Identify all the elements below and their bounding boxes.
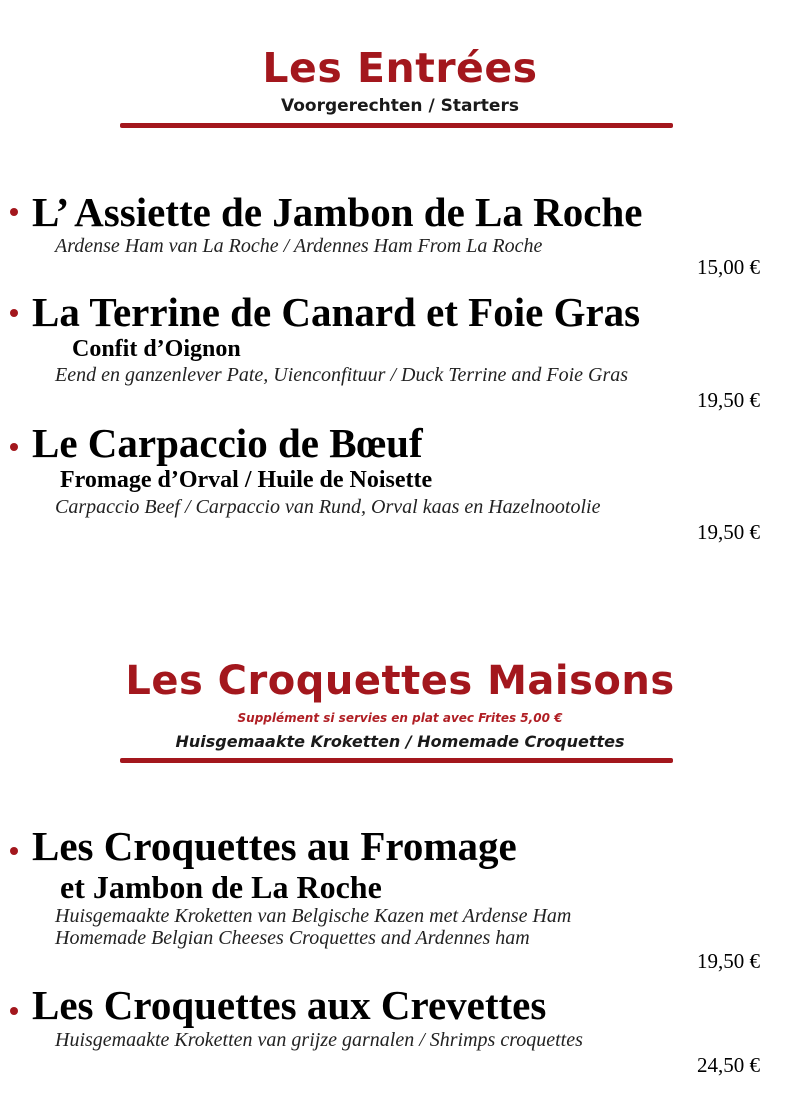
bullet-icon [10,309,18,317]
item-name: La Terrine de Canard et Foie Gras [32,289,641,335]
item-subtitle: Confit d’Oignon [72,336,241,362]
item-subtitle: et Jambon de La Roche [60,869,382,905]
supplement-note: Supplément si servies en plat avec Frites 5,00 € [237,711,563,725]
item-description: Homemade Belgian Cheeses Croquettes and Ardennes ham [55,927,530,949]
item-name: Les Croquettes au Fromage [32,823,517,869]
item-price: 19,50 € [697,949,760,973]
item-description: Ardense Ham van La Roche / Ardennes Ham From La Roche [55,235,543,257]
bullet-icon [10,443,18,451]
bullet-icon [10,847,18,855]
item-name: Les Croquettes aux Crevettes [32,982,547,1028]
item-name: Le Carpaccio de Bœuf [32,420,423,466]
item-price: 19,50 € [697,388,760,412]
item-price: 19,50 € [697,520,760,544]
section-subtitle-croquettes: Huisgemaakte Kroketten / Homemade Croquettes [175,732,625,751]
section-subtitle-entrees: Voorgerechten / Starters [281,96,519,116]
item-subtitle: Fromage d’Orval / Huile de Noisette [60,467,433,493]
item-price: 15,00 € [697,255,760,279]
item-description: Carpaccio Beef / Carpaccio van Rund, Orval kaas en Hazelnootolie [55,496,601,518]
item-name: L’ Assiette de Jambon de La Roche [32,189,643,235]
section-divider [120,758,673,763]
section-title-entrees: Les Entrées [262,44,538,92]
item-description: Huisgemaakte Kroketten van grijze garnalen / Shrimps croquettes [55,1029,583,1051]
bullet-icon [10,1007,18,1015]
bullet-icon [10,208,18,216]
item-description: Eend en ganzenlever Pate, Uienconfituur / Duck Terrine and Foie Gras [55,364,629,386]
item-price: 24,50 € [697,1053,760,1077]
section-divider [120,123,673,128]
item-description: Huisgemaakte Kroketten van Belgische Kazen met Ardense Ham [55,905,572,927]
section-title-croquettes: Les Croquettes Maisons [125,658,675,704]
